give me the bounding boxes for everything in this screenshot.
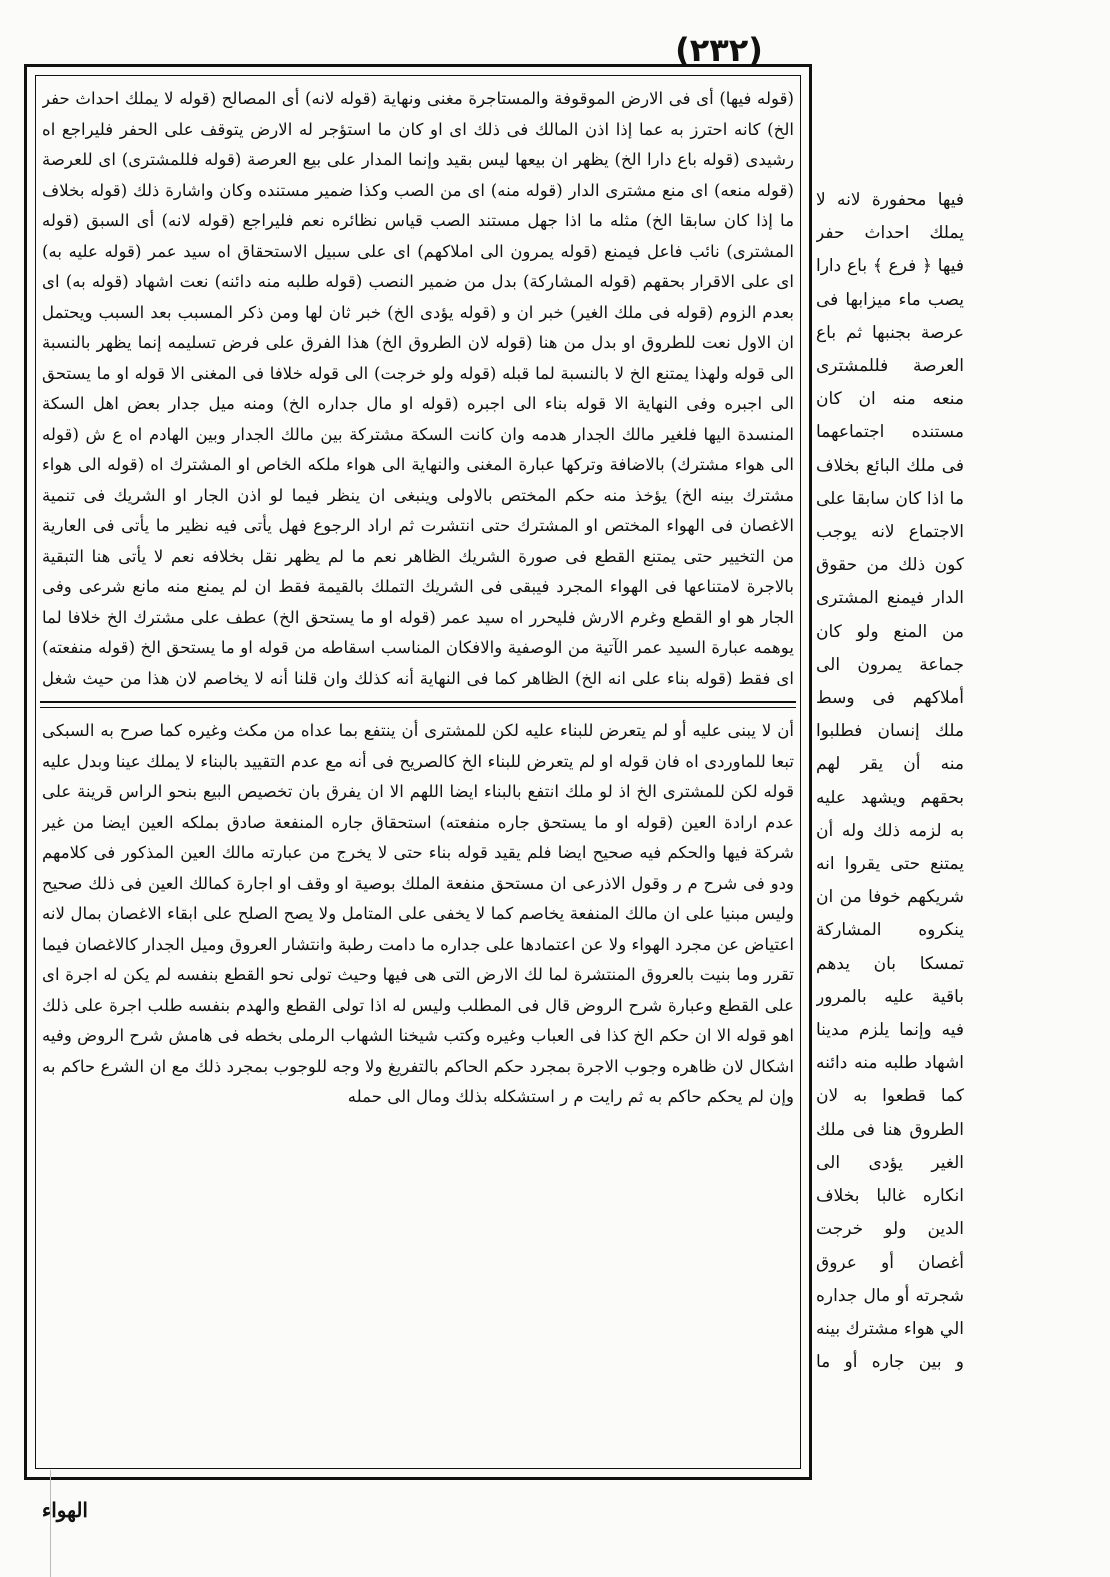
main-text-frame (24, 64, 812, 1480)
footer-catchword: الهواء (41, 1498, 88, 1522)
page-number: (٢٣٢) (675, 31, 763, 69)
upper-commentary-text: (قوله فيها) أى فى الارض الموقوفة والمستاجرة مغنى ونهاية (قوله لانه) أى المصالح (قوله لا يملك احداث حفر الخ) كانه احترز به عما إذا اذن المالك فى ذلك اى او كان ما استؤجر له الارض يتوقف على الحفر فليراجع اه رشيدى (قوله باع دارا الخ) يظهر ان بيعها ليس بقيد وإنما المدار على بيع العرصة (قوله فللمشترى) اى للعرصة (قوله منعه) اى منع مشترى الدار (قوله منه) اى من الصب وكذا ضمير مستنده وكان واشارة ذلك (قوله بخلاف ما إذا كان سابقا الخ) مثله ما اذا جهل مستند الصب قياس نظائره نعم فليراجع (قوله لانه) أى السبق (قوله المشترى) نائب فاعل فيمنع (قوله يمرون الى املاكهم) اى على سبيل الاستحقاق اه سيد عمر (قوله عليه به) اى على الاقرار بحقهم (قوله المشاركة) بدل من ضمير النصب (قوله طلبه منه دائنه) نعت اشهاد (قوله به) اى بعدم الزوم (قوله فى ملك الغير) خبر ان و (قوله يؤدى الخ) خبر ثان لها ومن ذكر المسبب بعد السبب ويحتمل ان الاول نعت للطروق او بدل من هنا (قوله لان الطروق الخ) هذا الفرق على فرض تسليمه إنما يظهر بالنسبة الى قوله ولهذا يمتنع الخ لا بالنسبة لما قبله (قوله ولو خرجت) الى قوله خلافا فى المغنى الا قوله او ما يستحق الى اجبره وفى النهاية الا قوله بناء الى اجبره (قوله او مال جداره الخ) ومنه ميل جدار بعض اهل السكة المنسدة اليها فلغير مالك الجدار هدمه وان كانت السكة مشتركة بين مالك الجدار وبين الهادم اه ع ش (قوله الى هواء مشترك) بالاضافة وتركها عبارة المغنى والنهاية الى هواء ملكه الخاص او المشترك اه (قوله الى هواء مشترك بينه الخ) يؤخذ منه حكم المختص بالاولى وينبغى ان ينظر فيما لو اذن الجار او الشريك فى تنمية الاغصان فى الهواء المختص او المشترك حتى انتشرت ثم اراد الرجوع فهل يأتى فيه نظير ما يأتى فى العارية من التخيير حتى يمتنع القطع فى صورة الشريك الظاهر نعم ما لم يظهر نقل بخلافه نعم لا يأتى هنا التبقية بالاجرة لامتناعها فى الهواء المجرد فيبقى فى الشريك التملك بالقيمة فقط ان لم يمنع منه مانع شرعى وفى الجار هو او القطع وغرم الارش فليحرر اه سيد عمر (قوله او ما يستحق الخ) عطف على مشترك الخ خلافا لما يوهمه عبارة السيد عمر الآتية من الوصفية والافكان المناسب اسقاطه من قوله او ما يستحق الخ (قوله منفعته) اى فقط (قوله بناء على انه الخ) الظاهر كما فى النهاية أنه كذلك وان قلنا أنه لا يخاصم لان هذا من حيث شغل (42, 89, 794, 688)
main-text-inner-frame (35, 75, 801, 1469)
margin-text-column (816, 184, 964, 1384)
section-divider (40, 701, 796, 703)
section-divider-thin (40, 707, 796, 708)
upper-commentary-block (42, 84, 794, 694)
lower-commentary-block (42, 716, 794, 1466)
margin-text: فيها محفورة لانه لا يملك احداث حفر فيها ﴿ فرع ﴾ باع دارا يصب ماء ميزابها فى عرصة بجنبها ثم باع العرصة فللمشترى منعه منه ان كان مستنده اجتماعهما فى ملك البائع بخلاف ما اذا كان سابقا على الاجتماع لانه يوجب كون ذلك من حقوق الدار فيمنع المشترى من المنع ولو كان جماعة يمرون الى أملاكهم فى وسط ملك إنسان فطلبوا منه أن يقر لهم بحقهم ويشهد عليه به لزمه ذلك وله أن يمتنع حتى يقروا انه شريكهم خوفا من ان ينكروه المشاركة تمسكا بان يدهم باقية عليه بالمرور فيه وإنما يلزم مدينا اشهاد طلبه منه دائنه كما قطعوا به لان الطروق هنا فى ملك الغير يؤدى الى انكاره غالبا بخلاف الدين ولو خرجت أغصان أو عروق شجرته أو مال جداره الي هواء مشترك بينه و بين جاره أو ما (816, 190, 964, 1373)
lower-commentary-text: أن لا يبنى عليه أو لم يتعرض للبناء عليه لكن للمشترى أن ينتفع بما عداه من مكث وغيره كما صرح به السبكى تبعا للماوردى اه فان قوله او لم يتعرض للبناء الخ كالصريح فى أنه مع عدم التقييد بالبناء لا يملك عينا وبدل عليه قوله لكن للمشترى الخ اذ لو ملك انتفع بالبناء ايضا اللهم الا ان يفرق بان تخصيص البيع بنحو الراس قرينة على عدم ارادة العين (قوله او ما يستحق جاره منفعته) استحقاق جاره المنفعة صادق بملكه العين ايضا من غير شركة فيها والحكم فيه صحيح ايضا فلم يقيد قوله بناء حتى لا يخرج من عبارته مالك العين المذكور فى كلامهم ودو فى شرح م ر وقول الاذرعى ان مستحق منفعة الملك بوصية او وقف او اجارة كمالك العين فى ذلك صحيح وليس مبنيا على ان مالك المنفعة يخاصم كما لا يخفى على المتامل ولا يصح الصلح على ابقاء الاغصان بمال لانه اعتياض عن مجرد الهواء ولا عن اعتمادها على جداره ما دامت رطبة وانتشار العروق وميل الجدار كالاغصان فيما تقرر وما بنيت بالعروق المنتشرة لما لك الارض التى هى فيها وحيث تولى نحو القطع بنفسه لم يكن له اجرة اى على القطع وعبارة شرح الروض قال فى المطلب وليس له اذا تولى القطع والهدم بنفسه طلب اجرة على ذلك اهو قوله الا ان حكم الخ كذا فى العباب وغيره وكتب شيخنا الشهاب الرملى بخطه فى هامش شرح الروض وفيه اشكال لان ظاهره وجوب الاجرة بمجرد حكم الحاكم بالتفريغ ولا وجه للوجوب بمجرد ذلك مع ان الشرع حاكم به وإن لم يحكم حاكم به ثم رايت م ر استشكله بذلك ومال الى حمله (42, 721, 794, 1106)
